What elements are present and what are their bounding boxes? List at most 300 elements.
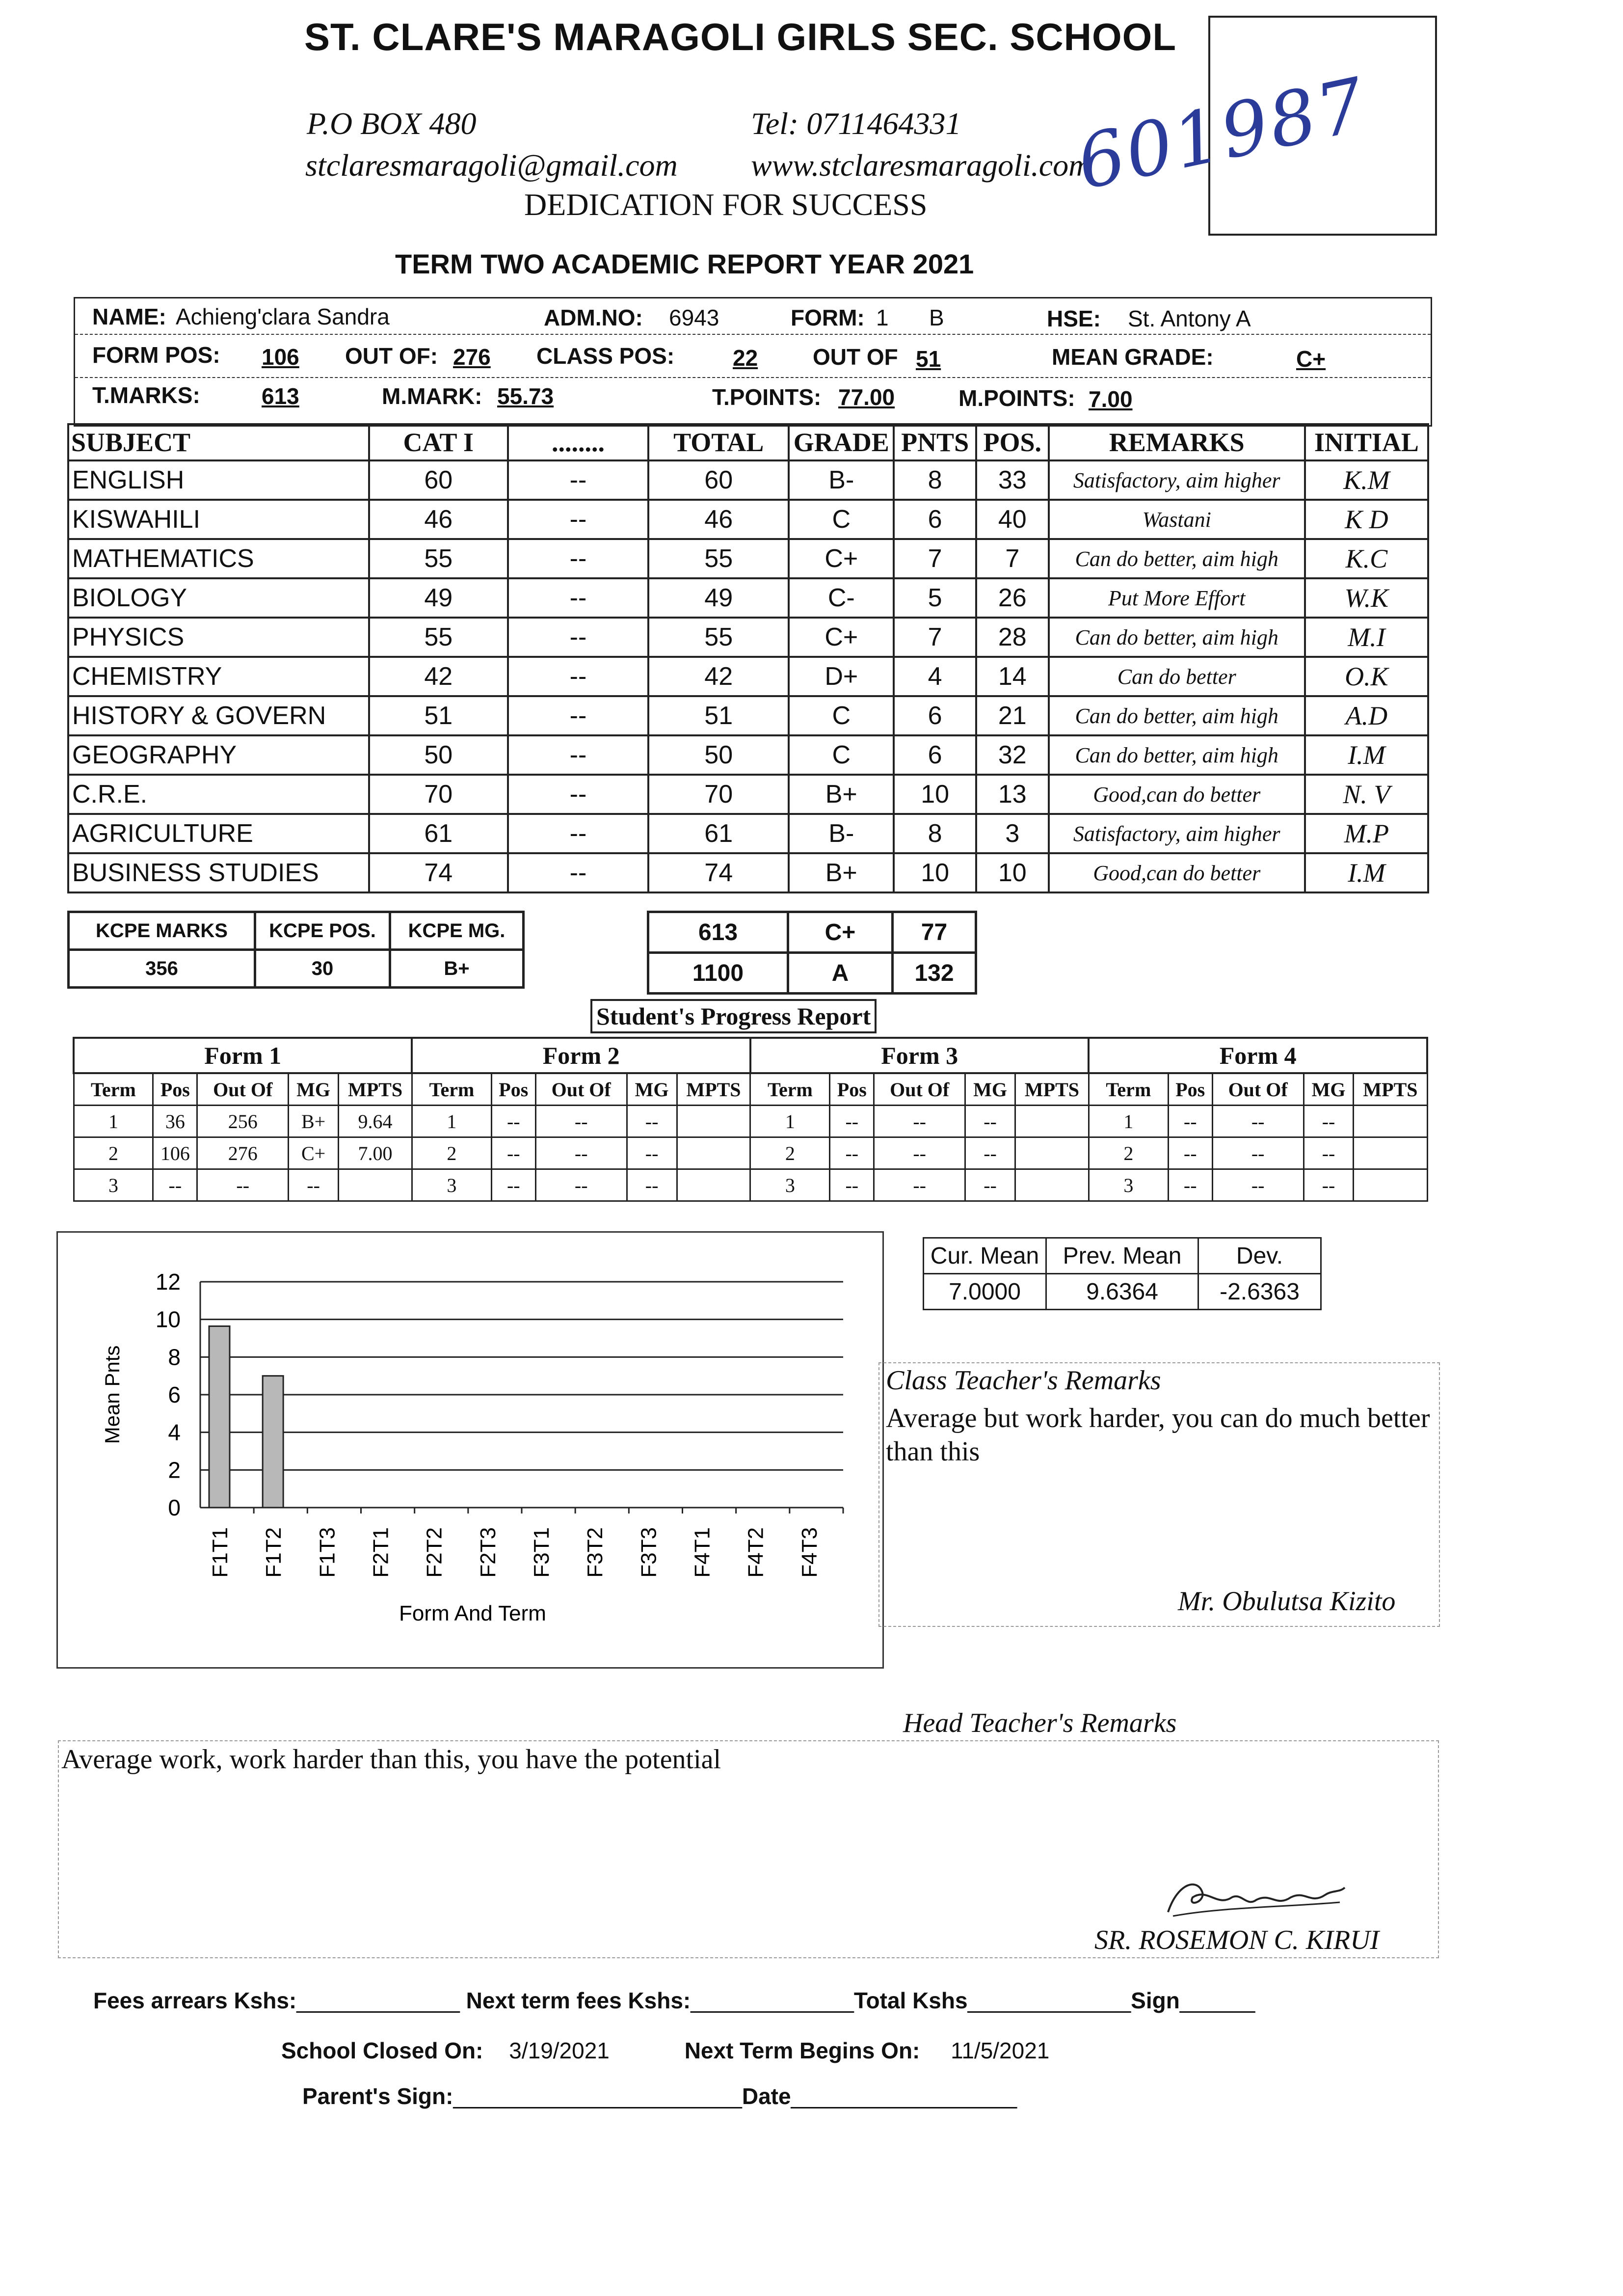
subject-initial: W.K	[1305, 578, 1428, 618]
subject-remarks: Satisfactory, aim higher	[1049, 460, 1305, 500]
kcpe-pos-value: 30	[255, 950, 390, 988]
date-line[interactable]: __________________	[791, 2083, 1017, 2109]
subject-blank: --	[508, 696, 648, 735]
progress-row	[74, 1169, 1427, 1201]
class-out-of-label: OUT OF	[813, 344, 898, 370]
form-label: FORM:	[791, 305, 865, 330]
subject-points: 8	[894, 814, 976, 853]
subject-total: 51	[648, 696, 789, 735]
website: www.stclaresmaragoli.com	[751, 148, 1091, 183]
subject-initial: O.K	[1305, 657, 1428, 696]
subject-row	[68, 696, 1428, 735]
tmarks-label: T.MARKS:	[92, 382, 200, 408]
subjects-header-row	[68, 424, 1428, 460]
subject-grade: B-	[789, 460, 894, 500]
subject-position: 3	[976, 814, 1049, 853]
subject-points: 8	[894, 460, 976, 500]
sign-line[interactable]: ______	[1179, 1988, 1255, 2013]
progress-cell: --	[965, 1137, 1015, 1169]
kcpe-mg-label: KCPE MG.	[390, 912, 524, 950]
subject-subject: C.R.E.	[68, 775, 369, 814]
school-name: ST. CLARE'S MARAGOLI GIRLS SEC. SCHOOL	[304, 15, 1176, 58]
total-points: 77	[893, 912, 976, 953]
subject-remarks: Wastani	[1049, 500, 1305, 539]
progress-cell: --	[197, 1169, 289, 1201]
subject-blank: --	[508, 814, 648, 853]
x-tick-label: F2T1	[369, 1527, 393, 1578]
progress-col-mg: MG	[965, 1073, 1015, 1106]
subject-cat: 61	[369, 814, 508, 853]
subject-total: 49	[648, 578, 789, 618]
subject-initial: I.M	[1305, 853, 1428, 892]
subject-blank: --	[508, 539, 648, 578]
x-tick-label: F1T2	[262, 1527, 286, 1578]
fees-arrears-line[interactable]: _____________	[296, 1988, 460, 2013]
progress-col-out-of: Out Of	[197, 1073, 289, 1106]
mmark-value: 55.73	[497, 383, 554, 409]
out-of-label: OUT OF:	[345, 343, 438, 369]
progress-row	[74, 1106, 1427, 1137]
head-teacher-name: SR. ROSEMON C. KIRUI	[1094, 1925, 1380, 1955]
subject-initial: M.P	[1305, 814, 1428, 853]
subject-remarks: Can do better, aim high	[1049, 618, 1305, 657]
subject-blank: --	[508, 618, 648, 657]
progress-col-term: Term	[1089, 1073, 1168, 1106]
subject-subject: CHEMISTRY	[68, 657, 369, 696]
progress-cell: 36	[153, 1106, 197, 1137]
y-tick-label: 2	[168, 1457, 181, 1483]
subject-points: 5	[894, 578, 976, 618]
progress-cell: 1	[412, 1106, 491, 1137]
subject-blank: --	[508, 775, 648, 814]
subject-points: 7	[894, 618, 976, 657]
subjects-table	[67, 423, 1429, 893]
subject-row	[68, 814, 1428, 853]
subject-subject: GEOGRAPHY	[68, 735, 369, 775]
subject-grade: B-	[789, 814, 894, 853]
subject-initial: N. V	[1305, 775, 1428, 814]
x-tick-label: F4T1	[690, 1527, 715, 1578]
progress-col-mpts: MPTS	[1015, 1073, 1089, 1106]
stream-value: B	[929, 305, 944, 330]
deviation-value: -2.6363	[1198, 1274, 1321, 1310]
progress-cell: --	[830, 1137, 874, 1169]
x-tick-label: F1T3	[315, 1527, 340, 1578]
progress-cell: 2	[412, 1137, 491, 1169]
house-value: St. Antony A	[1128, 306, 1251, 331]
progress-cell: 2	[74, 1137, 153, 1169]
subject-subject: BIOLOGY	[68, 578, 369, 618]
form-pos-label: FORM POS:	[92, 342, 220, 368]
progress-cell: --	[1304, 1106, 1354, 1137]
mpoints-label: M.POINTS:	[958, 385, 1075, 411]
progress-col-out-of: Out Of	[535, 1073, 627, 1106]
col-position: POS.	[976, 424, 1049, 460]
progress-table	[73, 1037, 1428, 1202]
progress-col-out-of: Out Of	[1212, 1073, 1304, 1106]
subject-position: 10	[976, 853, 1049, 892]
parent-sign-line[interactable]: _______________________	[453, 2083, 742, 2109]
mmark-label: M.MARK:	[382, 383, 482, 409]
subject-total: 61	[648, 814, 789, 853]
progress-cell: --	[491, 1106, 535, 1137]
date-label: Date	[742, 2083, 791, 2109]
subject-cat: 46	[369, 500, 508, 539]
prev-mean-label: Prev. Mean	[1046, 1238, 1198, 1274]
head-teacher-remarks: Average work, work harder than this, you have the potential	[61, 1744, 721, 1775]
subject-position: 32	[976, 735, 1049, 775]
subject-row	[68, 657, 1428, 696]
head-teacher-title: Head Teacher's Remarks	[903, 1708, 1177, 1738]
subject-total: 55	[648, 539, 789, 578]
total-label: Total Kshs	[853, 1988, 968, 2013]
subject-row	[68, 735, 1428, 775]
subject-total: 70	[648, 775, 789, 814]
col-remarks: REMARKS	[1049, 424, 1305, 460]
subject-position: 13	[976, 775, 1049, 814]
form-2-header: Form 2	[412, 1038, 750, 1073]
y-tick-label: 10	[155, 1306, 181, 1332]
form-pos-value: 106	[262, 344, 299, 370]
subject-remarks: Can do better	[1049, 657, 1305, 696]
mean-grade-value: C+	[1296, 346, 1326, 372]
progress-cell: --	[535, 1106, 627, 1137]
subject-subject: ENGLISH	[68, 460, 369, 500]
progress-col-mpts: MPTS	[339, 1073, 412, 1106]
max-points: 132	[893, 953, 976, 994]
subject-position: 7	[976, 539, 1049, 578]
progress-cell: 1	[750, 1106, 830, 1137]
kcpe-marks-label: KCPE MARKS	[69, 912, 255, 950]
progress-cell	[1015, 1169, 1089, 1201]
progress-col-mg: MG	[289, 1073, 339, 1106]
progress-cell: --	[535, 1169, 627, 1201]
hse-label: HSE:	[1047, 306, 1101, 331]
progress-cell: 2	[1089, 1137, 1168, 1169]
progress-cell	[677, 1137, 750, 1169]
progress-cell: --	[1168, 1169, 1212, 1201]
progress-col-mpts: MPTS	[677, 1073, 750, 1106]
motto: DEDICATION FOR SUCCESS	[524, 187, 928, 222]
x-tick-label: F4T2	[744, 1527, 768, 1578]
subject-cat: 70	[369, 775, 508, 814]
parent-sign-row	[302, 2083, 1017, 2109]
x-tick-label: F3T2	[583, 1527, 608, 1578]
progress-cell: 1	[1089, 1106, 1168, 1137]
progress-row	[74, 1137, 1427, 1169]
progress-cell	[1015, 1137, 1089, 1169]
subject-subject: AGRICULTURE	[68, 814, 369, 853]
subject-initial: K D	[1305, 500, 1428, 539]
progress-cell: --	[491, 1169, 535, 1201]
cur-mean-value: 7.0000	[924, 1274, 1046, 1310]
form-value: 1	[876, 305, 889, 330]
total-grade: C+	[788, 912, 893, 953]
class-out-of-value: 51	[916, 346, 941, 372]
subject-cat: 60	[369, 460, 508, 500]
subject-total: 74	[648, 853, 789, 892]
subject-cat: 55	[369, 618, 508, 657]
progress-cell: --	[874, 1137, 965, 1169]
subject-row	[68, 539, 1428, 578]
bar-f1t1	[209, 1326, 230, 1508]
subject-blank: --	[508, 853, 648, 892]
subject-grade: B+	[789, 853, 894, 892]
subject-blank: --	[508, 578, 648, 618]
form-3-header: Form 3	[750, 1038, 1089, 1073]
progress-col-pos: Pos	[153, 1073, 197, 1106]
mean-grade-label: MEAN GRADE:	[1052, 344, 1214, 370]
progress-cell: --	[627, 1106, 677, 1137]
col-points: PNTS	[894, 424, 976, 460]
progress-col-term: Term	[750, 1073, 830, 1106]
y-axis-label: Mean Pnts	[101, 1345, 124, 1444]
progress-cell: --	[1212, 1169, 1304, 1201]
y-tick-label: 12	[155, 1269, 181, 1295]
subject-subject: KISWAHILI	[68, 500, 369, 539]
progress-cell	[1015, 1106, 1089, 1137]
col-subject: SUBJECT	[68, 424, 369, 460]
progress-col-pos: Pos	[830, 1073, 874, 1106]
subject-total: 46	[648, 500, 789, 539]
subject-blank: --	[508, 500, 648, 539]
max-grade: A	[788, 953, 893, 994]
subject-subject: PHYSICS	[68, 618, 369, 657]
progress-cell	[1354, 1137, 1427, 1169]
progress-col-out-of: Out Of	[874, 1073, 965, 1106]
tmarks-value: 613	[262, 383, 299, 409]
subject-position: 28	[976, 618, 1049, 657]
progress-cell: --	[289, 1169, 339, 1201]
subject-initial: K.C	[1305, 539, 1428, 578]
progress-cell: --	[535, 1137, 627, 1169]
subject-blank: --	[508, 657, 648, 696]
next-term-label: Next Term Begins On:	[684, 2038, 920, 2063]
x-tick-label: F3T1	[530, 1527, 554, 1578]
subject-blank: --	[508, 460, 648, 500]
form-4-header: Form 4	[1089, 1038, 1427, 1073]
progress-cell: --	[627, 1137, 677, 1169]
subject-cat: 51	[369, 696, 508, 735]
closed-date: 3/19/2021	[509, 2038, 610, 2063]
progress-cell: --	[1304, 1169, 1354, 1201]
subject-remarks: Good,can do better	[1049, 775, 1305, 814]
subject-points: 10	[894, 775, 976, 814]
tpoints-value: 77.00	[838, 384, 895, 410]
cur-mean-label: Cur. Mean	[924, 1238, 1046, 1274]
subject-initial: K.M	[1305, 460, 1428, 500]
subject-remarks: Put More Effort	[1049, 578, 1305, 618]
progress-cell: --	[1168, 1137, 1212, 1169]
subject-subject: BUSINESS STUDIES	[68, 853, 369, 892]
parent-sign-label: Parent's Sign:	[302, 2083, 453, 2109]
subject-grade: C	[789, 696, 894, 735]
x-tick-label: F1T1	[208, 1527, 232, 1578]
subject-points: 6	[894, 500, 976, 539]
subject-remarks: Can do better, aim high	[1049, 539, 1305, 578]
x-tick-label: F3T3	[637, 1527, 661, 1578]
subject-total: 60	[648, 460, 789, 500]
progress-col-mg: MG	[627, 1073, 677, 1106]
subject-position: 26	[976, 578, 1049, 618]
fees-arrears-row	[93, 1987, 1255, 2014]
dates-row	[281, 2037, 1049, 2064]
subject-grade: D+	[789, 657, 894, 696]
subject-cat: 55	[369, 539, 508, 578]
total-marks: 613	[648, 912, 788, 953]
sign-label: Sign	[1131, 1988, 1180, 2013]
student-info	[74, 297, 1432, 427]
progress-cell	[677, 1106, 750, 1137]
kcpe-marks-value: 356	[69, 950, 255, 988]
out-of-value: 276	[453, 344, 491, 370]
x-tick-label: F2T2	[422, 1527, 447, 1578]
class-teacher-remarks: Average but work harder, you can do much better than this	[886, 1403, 1430, 1467]
col-initial: INITIAL	[1305, 424, 1428, 460]
progress-cell: 106	[153, 1137, 197, 1169]
progress-cell: --	[874, 1169, 965, 1201]
col-total: TOTAL	[648, 424, 789, 460]
progress-cell: 3	[412, 1169, 491, 1201]
subject-position: 33	[976, 460, 1049, 500]
subject-position: 21	[976, 696, 1049, 735]
mpoints-value: 7.00	[1089, 386, 1133, 412]
progress-cell: --	[965, 1169, 1015, 1201]
y-tick-label: 8	[168, 1344, 181, 1370]
subject-initial: A.D	[1305, 696, 1428, 735]
y-tick-label: 4	[168, 1419, 181, 1445]
class-teacher-title: Class Teacher's Remarks	[886, 1365, 1161, 1396]
max-marks: 1100	[648, 953, 788, 994]
totals-table	[647, 911, 977, 995]
progress-col-mpts: MPTS	[1354, 1073, 1427, 1106]
progress-cell: 276	[197, 1137, 289, 1169]
class-pos-value: 22	[733, 345, 758, 371]
y-tick-label: 0	[168, 1495, 181, 1520]
adm-number: 6943	[669, 305, 719, 330]
head-teacher-signature	[1163, 1873, 1350, 1929]
name-label: NAME:	[92, 304, 166, 329]
progress-cell: --	[1304, 1137, 1354, 1169]
subject-cat: 49	[369, 578, 508, 618]
subject-total: 55	[648, 618, 789, 657]
progress-col-mg: MG	[1304, 1073, 1354, 1106]
progress-col-term: Term	[74, 1073, 153, 1106]
progress-cell	[1354, 1106, 1427, 1137]
subject-grade: C	[789, 500, 894, 539]
subject-cat: 50	[369, 735, 508, 775]
closed-label: School Closed On:	[281, 2038, 483, 2063]
total-line[interactable]: _____________	[967, 1988, 1131, 2013]
subject-grade: C	[789, 735, 894, 775]
progress-col-pos: Pos	[1168, 1073, 1212, 1106]
progress-cell: 256	[197, 1106, 289, 1137]
progress-title: Student's Progress Report	[590, 999, 877, 1033]
progress-cell: --	[491, 1137, 535, 1169]
col-grade: GRADE	[789, 424, 894, 460]
subject-points: 4	[894, 657, 976, 696]
col-blank: ........	[508, 424, 648, 460]
progress-cell: 2	[750, 1137, 830, 1169]
student-name: Achieng'clara Sandra	[176, 304, 390, 329]
subject-blank: --	[508, 735, 648, 775]
progress-cell: --	[874, 1106, 965, 1137]
progress-cell: --	[627, 1169, 677, 1201]
subject-grade: B+	[789, 775, 894, 814]
progress-cell: --	[965, 1106, 1015, 1137]
subject-cat: 42	[369, 657, 508, 696]
progress-cell: --	[830, 1106, 874, 1137]
bar-f1t2	[263, 1376, 283, 1508]
progress-cell: --	[1168, 1106, 1212, 1137]
means-table	[923, 1237, 1322, 1310]
subject-row	[68, 775, 1428, 814]
subject-grade: C+	[789, 539, 894, 578]
report-title: TERM TWO ACADEMIC REPORT YEAR 2021	[395, 248, 974, 279]
class-pos-label: CLASS POS:	[536, 343, 675, 369]
progress-cell: 9.64	[339, 1106, 412, 1137]
subject-total: 50	[648, 735, 789, 775]
kcpe-mg-value: B+	[390, 950, 524, 988]
handwritten-number: 601987	[1070, 61, 1374, 207]
subject-row	[68, 578, 1428, 618]
subject-remarks: Satisfactory, aim higher	[1049, 814, 1305, 853]
next-fees-label: Next term fees Kshs:	[466, 1988, 691, 2013]
subject-grade: C-	[789, 578, 894, 618]
subject-points: 6	[894, 735, 976, 775]
email: stclaresmaragoli@gmail.com	[305, 148, 678, 183]
tpoints-label: T.POINTS:	[712, 384, 822, 410]
progress-chart	[58, 1233, 879, 1664]
progress-cell: 7.00	[339, 1137, 412, 1169]
progress-col-pos: Pos	[491, 1073, 535, 1106]
progress-cell: --	[1212, 1106, 1304, 1137]
y-tick-label: 6	[168, 1382, 181, 1407]
subject-position: 14	[976, 657, 1049, 696]
progress-col-term: Term	[412, 1073, 491, 1106]
progress-cell: C+	[289, 1137, 339, 1169]
col-cat: CAT I	[369, 424, 508, 460]
subject-initial: I.M	[1305, 735, 1428, 775]
x-tick-label: F2T3	[476, 1527, 500, 1578]
kcpe-pos-label: KCPE POS.	[255, 912, 390, 950]
po-box: P.O BOX 480	[307, 106, 477, 141]
progress-cell: --	[1212, 1137, 1304, 1169]
subject-initial: M.I	[1305, 618, 1428, 657]
form-1-header: Form 1	[74, 1038, 412, 1073]
deviation-label: Dev.	[1198, 1238, 1321, 1274]
progress-cell	[339, 1169, 412, 1201]
subject-total: 42	[648, 657, 789, 696]
prev-mean-value: 9.6364	[1046, 1274, 1198, 1310]
progress-cell: 3	[750, 1169, 830, 1201]
subject-row	[68, 500, 1428, 539]
subject-subject: HISTORY & GOVERN	[68, 696, 369, 735]
progress-cell: B+	[289, 1106, 339, 1137]
fees-arrears-label: Fees arrears Kshs:	[93, 1988, 297, 2013]
next-fees-line[interactable]: _____________	[691, 1988, 854, 2013]
subject-grade: C+	[789, 618, 894, 657]
progress-cell	[1354, 1169, 1427, 1201]
progress-cell: --	[830, 1169, 874, 1201]
subject-subject: MATHEMATICS	[68, 539, 369, 578]
next-term-date: 11/5/2021	[951, 2038, 1050, 2063]
subject-points: 6	[894, 696, 976, 735]
telephone: Tel: 0711464331	[751, 106, 961, 141]
subject-cat: 74	[369, 853, 508, 892]
progress-cell: 3	[1089, 1169, 1168, 1201]
progress-cell	[677, 1169, 750, 1201]
